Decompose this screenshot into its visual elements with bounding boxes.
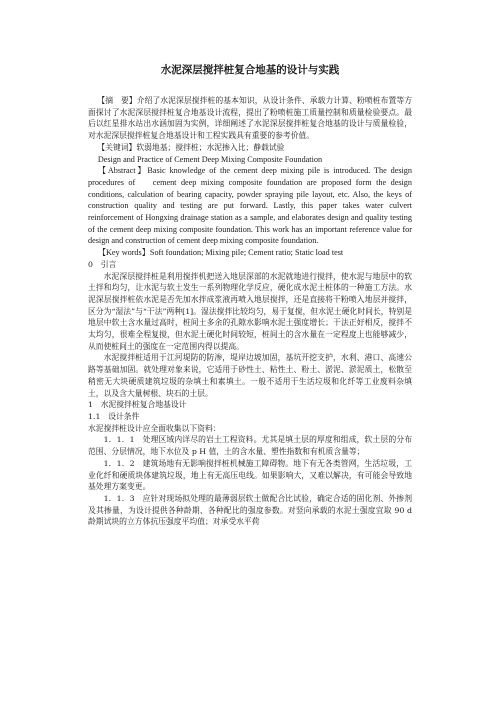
keywords-cn: 【关键词】软弱地基；搅拌桩；水泥掺入比；静载试验 — [97, 142, 285, 152]
section-0-paragraph-1: 水泥深层搅拌桩是利用搅拌机把送入地层深部的水泥就地进行搅拌，使水泥与地层中的软土拌和均匀，让水泥与软土发生一系列物理化学反应，硬化成水泥土桩体的一种施工方法。水泥深层搅拌桩依水泥是否先加水拌成浆液再喷入地层搅拌，还是直接将干粉喷入地层并搅拌，区分为“湿法”与“干法”两种[1]。湿法搅拌比较均匀，易于复搅，但水泥土硬化时间长，特别是地层中软土含水量过高时，桩间土多余的孔隙水影响水泥土强度增长；干法正好相反，搅拌不太均匀，很难全程复搅，但水泥土硬化时间较短，桩间土的含水量在一定程度上也能够减少，从而使桩间土的强度在一定范围内得以提高。 — [88, 271, 412, 351]
section-0-paragraph-2: 水泥搅拌桩适用于江河堤防的防渗，堤岸边坡加固，基坑开挖支护，水利、港口、高速公路等基础加固。就处理对象来说，它适用于砂性土、粘性土、粉土、淤泥、淤泥质土，松散至稍密无大块硬质建筑垃圾的杂填土和素填土。一般不适用于生活垃圾和化纤等工业废料杂填土，以及含大量树根、块石的土层。 — [88, 353, 412, 398]
title-en: Design and Practice of Cement Deep Mixing Composite Foundation — [97, 154, 323, 164]
page-title: 水泥深层搅拌桩复合地基的设计与实践 — [160, 64, 340, 76]
list-item-1-1-3: 1．1．3 应针对现场拟处理的最薄弱层软土做配合比试验，确定合适的固化剂、外掺剂及其掺量，为设计提供各种龄期、各种配比的强度参数。对竖向承载的水泥土强度宜取 90 d 龄期试块的立方体抗压强度平均值；对承受水平荷 — [88, 493, 412, 527]
section-1-1-intro: 水泥搅拌桩设计应全面收集以下资料： — [88, 423, 221, 433]
section-1-1-heading: 1.1 设计条件 — [88, 411, 140, 421]
section-0-heading: 0 引言 — [88, 259, 117, 269]
abstract-en: 【Abstract】Basic knowledge of the cement deep mixing pile is introduced. The design procedures of cement deep mixing composite foundation are proposed form the design conditions, calculation of bearing capacity, powder spraying pile layout, etc. Also, the keys of construction quality and testing are put forward. Lastly, this paper takes water culvert reinforcement of Hongxing drainage station as a sample, and elaborates design and quality testing of the cement deep mixing composite foundation. This work has an important reference value for design and construction of cement deep mixing composite foundation. — [88, 166, 412, 246]
section-1-heading: 1 水泥搅拌桩复合地基设计 — [88, 400, 187, 410]
document-page — [88, 62, 412, 528]
keywords-en: 【Key words】Soft foundation; Mixing pile; Cement ratio; Static load test — [97, 248, 344, 258]
abstract-cn: 【摘 要】介绍了水泥深层搅拌桩的基本知识，从设计条件、承载力计算、粉喷桩布置等方面探讨了水泥深层搅拌桩复合地基设计流程，提出了粉喷桩施工质量控制和质量检验要点。最后以红星排水站出水涵加固为实例，详细阐述了水泥深层搅拌桩复合地基的设计与质量检验，对水泥深层搅拌桩复合地基设计和工程实践具有重要的参考价值。 — [88, 96, 412, 141]
list-item-1-1-2: 1．1．2 建筑场地有无影响搅拌桩机械施工障碍物。地下有无各类管网，生活垃圾，工业化纤和硬质块体建筑垃圾，地上有无高压电线。如果影响大，又难以解决，有可能会导致地基处理方案变更。 — [88, 458, 412, 492]
list-item-1-1-1: 1．1．1 处理区域内详尽的岩土工程资料。尤其是填土层的厚度和组成，软土层的分布范围、分层情况，地下水位及 p H 值，土的含水量、塑性指数和有机质含量等； — [88, 435, 412, 457]
